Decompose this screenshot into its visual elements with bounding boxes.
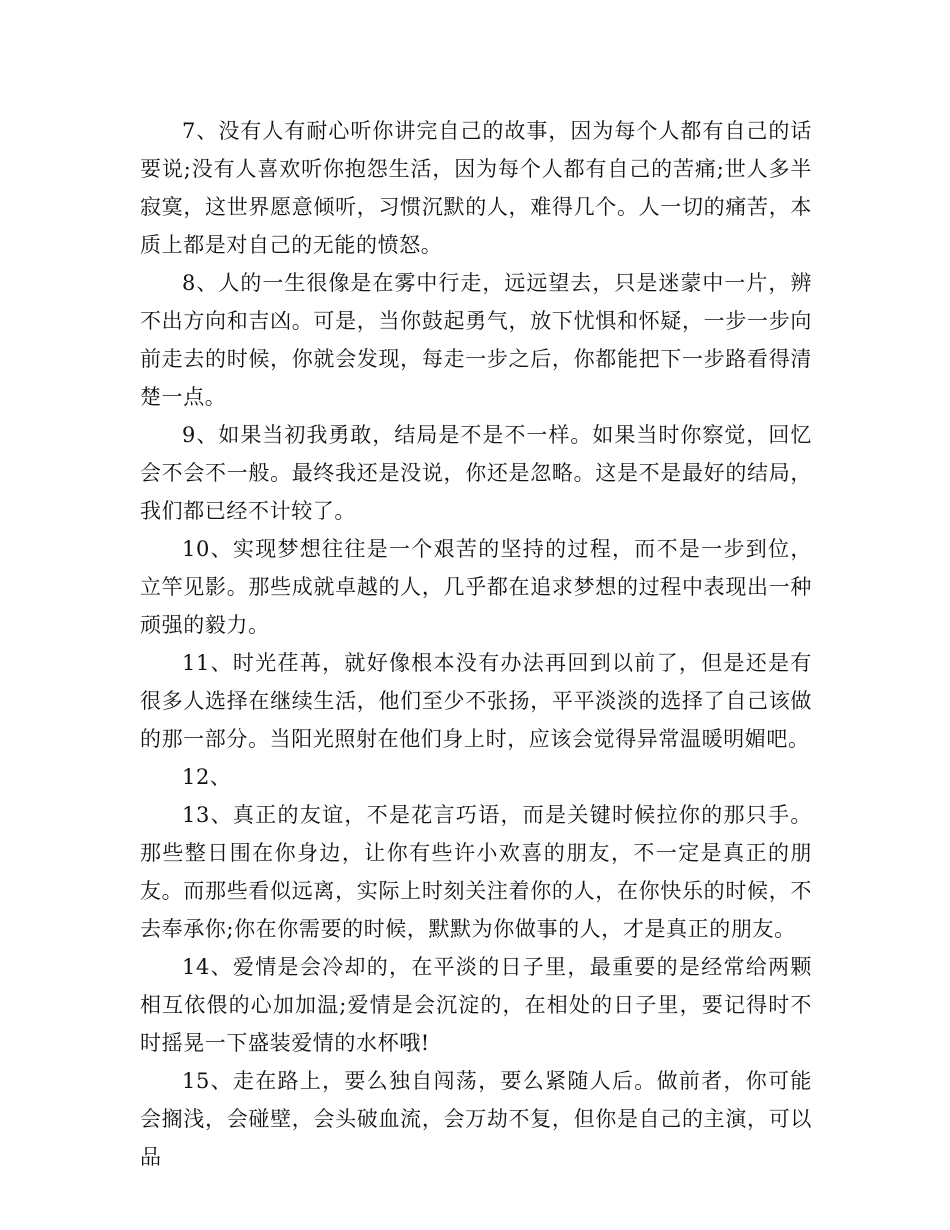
- document-body: [140, 112, 812, 1176]
- paragraph-10: 10、实现梦想往往是一个艰苦的坚持的过程，而不是一步到位，立竿见影。那些成就卓越的人，几乎都在追求梦想的过程中表现出一种顽强的毅力。: [140, 537, 812, 637]
- paragraph-15: 15、走在路上，要么独自闯荡，要么紧随人后。做前者，你可能会搁浅，会碰壁，会头破血流，会万劫不复，但你是自己的主演，可以品: [140, 1069, 812, 1169]
- paragraph-7: 7、没有人有耐心听你讲完自己的故事，因为每个人都有自己的话要说;没有人喜欢听你抱怨生活，因为每个人都有自己的苦痛;世人多半寂寞，这世界愿意倾听，习惯沉默的人，难得几个。人一切的痛苦，本质上都是对自己的无能的愤怒。: [140, 119, 812, 257]
- paragraph-8: 8、人的一生很像是在雾中行走，远远望去，只是迷蒙中一片，辨不出方向和吉凶。可是，当你鼓起勇气，放下忧惧和怀疑，一步一步向前走去的时候，你就会发现，每走一步之后，你都能把下一步路看得清楚一点。: [140, 271, 812, 409]
- paragraph-14: 14、爱情是会冷却的，在平淡的日子里，最重要的是经常给两颗相互依偎的心加加温;爱情是会沉淀的，在相处的日子里，要记得时不时摇晃一下盛装爱情的水杯哦!: [140, 955, 812, 1055]
- paragraph-13: 13、真正的友谊，不是花言巧语，而是关键时候拉你的那只手。那些整日围在你身边，让你有些许小欢喜的朋友，不一定是真正的朋友。而那些看似远离，实际上时刻关注着你的人，在你快乐的时候，不去奉承你;你在你需要的时候，默默为你做事的人，才是真正的朋友。: [140, 803, 812, 941]
- paragraph-11: 11、时光荏苒，就好像根本没有办法再回到以前了，但是还是有很多人选择在继续生活，他们至少不张扬，平平淡淡的选择了自己该做的那一部分。当阳光照射在他们身上时，应该会觉得异常温暖明媚吧。: [140, 651, 812, 751]
- paragraph-9: 9、如果当初我勇敢，结局是不是不一样。如果当时你察觉，回忆会不会不一般。最终我还是没说，你还是忽略。这是不是最好的结局，我们都已经不计较了。: [140, 423, 812, 523]
- paragraph-12: 12、: [182, 765, 232, 789]
